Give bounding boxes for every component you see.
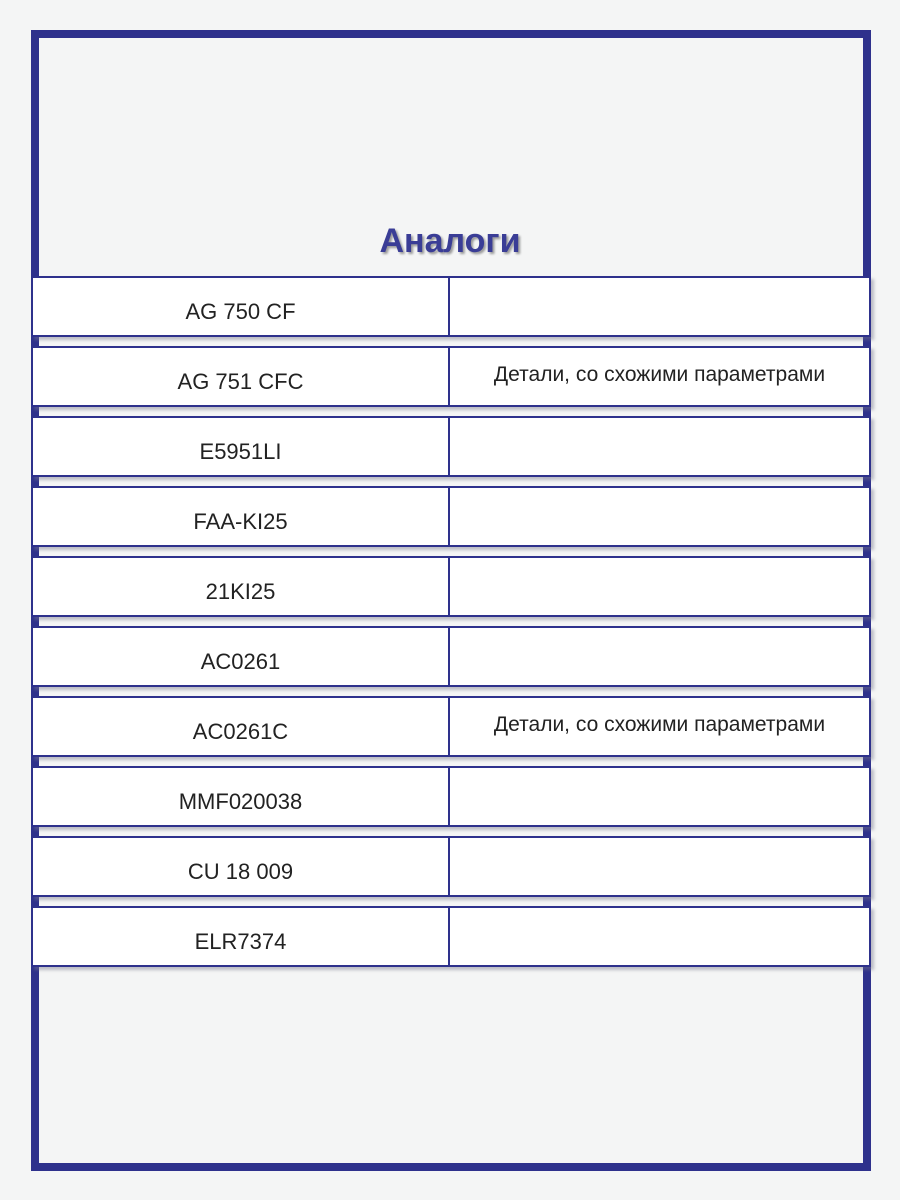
table-row [31, 346, 871, 407]
page-title: Аналоги [379, 222, 521, 260]
part-note [450, 418, 869, 475]
table-row [31, 906, 871, 967]
part-note: Детали, со схожими параметрами [493, 712, 826, 736]
part-code: 21KI25 [33, 558, 450, 615]
part-note [450, 628, 869, 685]
part-code: CU 18 009 [33, 838, 450, 895]
part-code: AC0261C [33, 698, 450, 755]
part-note [450, 278, 869, 335]
part-note [450, 908, 869, 965]
table-row [31, 626, 871, 687]
part-note [450, 488, 869, 545]
part-code: ELR7374 [33, 908, 450, 965]
part-note [450, 838, 869, 895]
table-row [31, 766, 871, 827]
table-row [31, 416, 871, 477]
part-note: Детали, со схожими параметрами [493, 362, 826, 386]
table-row [31, 836, 871, 897]
part-code: E5951LI [33, 418, 450, 475]
part-code: FAA-KI25 [33, 488, 450, 545]
table-row [31, 696, 871, 757]
analogs-table [31, 276, 871, 976]
part-code: AC0261 [33, 628, 450, 685]
part-note [450, 768, 869, 825]
part-code: AG 750 CF [33, 278, 450, 335]
table-row [31, 276, 871, 337]
table-row [31, 486, 871, 547]
part-code: AG 751 CFC [33, 348, 450, 405]
part-code: MMF020038 [33, 768, 450, 825]
part-note [450, 558, 869, 615]
table-row [31, 556, 871, 617]
